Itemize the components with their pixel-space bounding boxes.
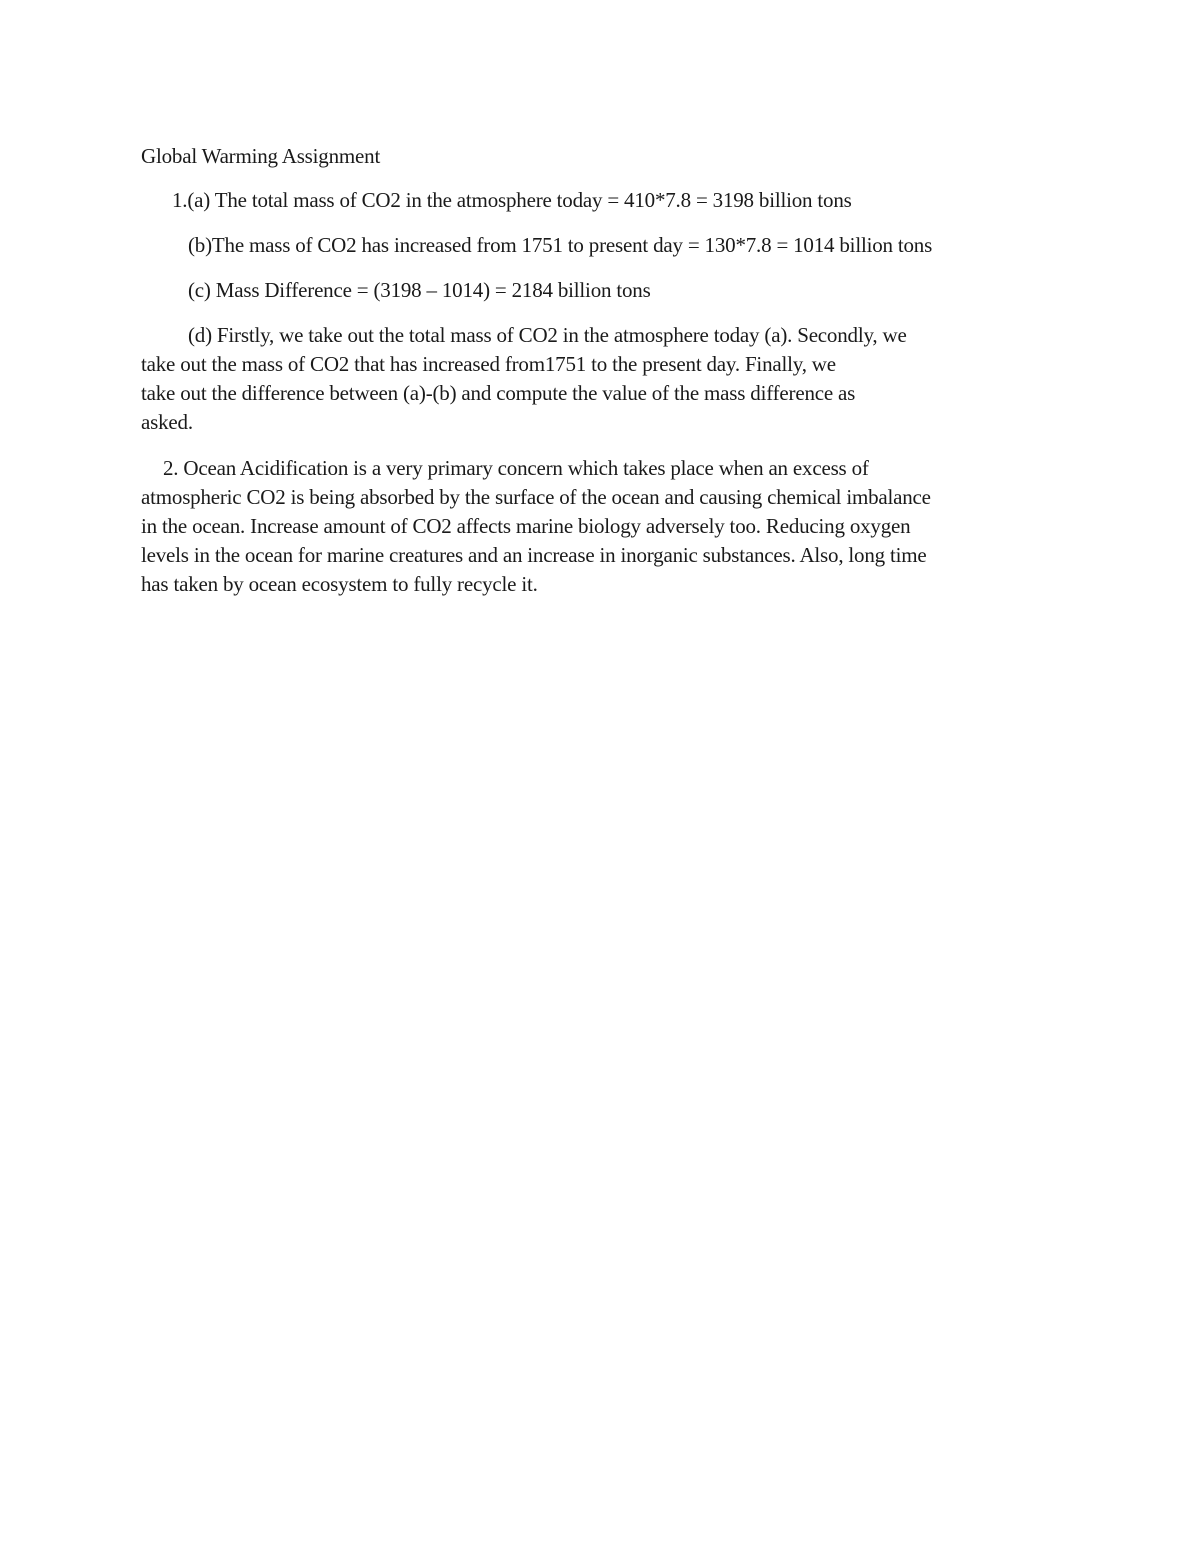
q1-part-d-line: asked. — [141, 410, 193, 434]
q2-line: in the ocean. Increase amount of CO2 affects marine biology adversely too. Reducing oxygen — [141, 514, 911, 538]
q1-part-d-line: (d) Firstly, we take out the total mass of CO2 in the atmosphere today (a). Secondly, we — [188, 323, 907, 347]
q1-part-d-line: take out the mass of CO2 that has increased from1751 to the present day. Finally, we — [141, 352, 836, 376]
document-title: Global Warming Assignment — [141, 144, 381, 168]
q2-line: 2. Ocean Acidification is a very primary concern which takes place when an excess of — [163, 456, 869, 480]
q2-line: atmospheric CO2 is being absorbed by the surface of the ocean and causing chemical imbalance — [141, 485, 931, 509]
q1-part-b: (b)The mass of CO2 has increased from 1751 to present day = 130*7.8 = 1014 billion tons — [188, 233, 933, 257]
q1-part-c: (c) Mass Difference = (3198 – 1014) = 2184 billion tons — [188, 278, 651, 302]
q2-line: levels in the ocean for marine creatures and an increase in inorganic substances. Also, long time — [141, 543, 927, 567]
q1-part-d-line: take out the difference between (a)-(b) and compute the value of the mass difference as — [141, 381, 856, 405]
q1-part-a: 1.(a) The total mass of CO2 in the atmosphere today = 410*7.8 = 3198 billion tons — [172, 188, 852, 212]
q2-line: has taken by ocean ecosystem to fully recycle it. — [141, 572, 538, 596]
